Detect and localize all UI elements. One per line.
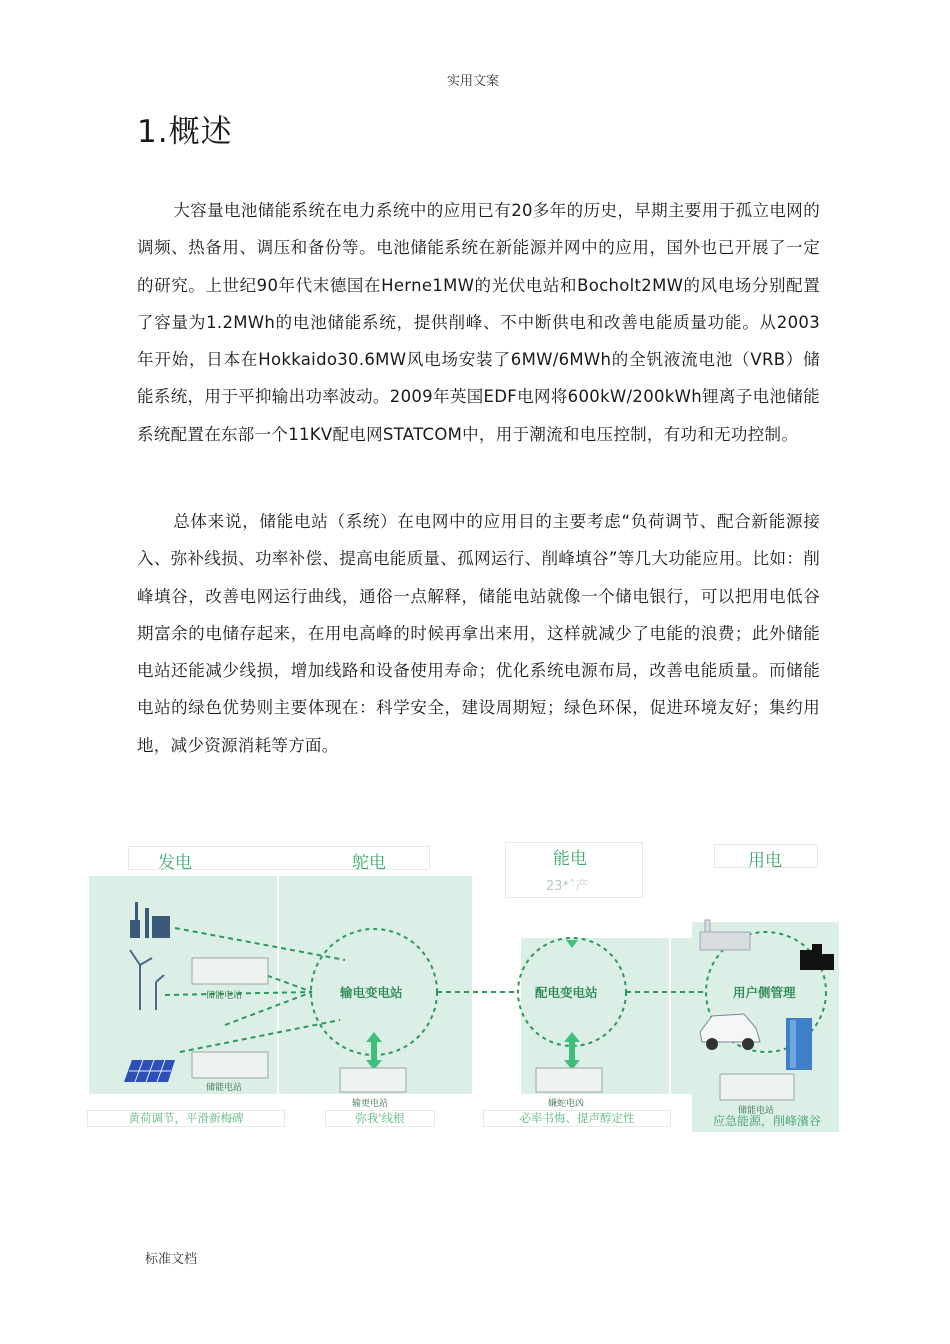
caption-transmission: 弥我'线根 xyxy=(325,1110,435,1127)
caption-distribution: 必率书悔、提声醇定性 xyxy=(483,1110,671,1127)
paragraph-1: 大容量电池储能系统在电力系统中的应用已有20多年的历史，早期主要用于孤立电网的调频、热备用、调压和备份等。电池储能系统在新能源并网中的应用，国外也已开展了一定的研究。上世纪90年代末德国在Herne1MW的光伏电站和Bocholt2MW的风电场分别配置了容量为1.2MWh的电池储能系统，提供削峰、不中断供电和改善电能质量功能。从2003年开始，日本在Hokkaido30.6MW风电场安装了6MW/6MWh的全钒液流电池（VRB）储能系统，用于平抑输出功率波动。2009年英国EDF电网将600kW/200kWh锂离子电池储能系统配置在东部一个11KV配电网STATCOM中，用于潮流和电压控制，有功和无功控制。 xyxy=(137,201,820,444)
page-header: 实用文案 xyxy=(447,74,500,89)
connector-lines xyxy=(165,928,706,1052)
node-distribution-substation: 配电变电站 xyxy=(535,985,598,1000)
car-icon xyxy=(700,1014,760,1050)
device-label: 储能电站 xyxy=(206,1083,243,1093)
device-label: 储能电站 xyxy=(738,1106,775,1116)
wind-turbine-icon xyxy=(130,950,164,1010)
caption-generation: 黄荷调节，平滑新梅碑 xyxy=(87,1110,285,1127)
solar-panel-icon xyxy=(124,1060,175,1082)
label-transmission: 鸵电 xyxy=(352,853,386,873)
device-label: 嫌蛇电凶 xyxy=(548,1099,585,1109)
city-buildings-icon xyxy=(800,944,834,970)
office-building-icon xyxy=(786,1018,812,1070)
label-distribution-sub: 23*ˆ产 xyxy=(546,879,589,894)
device-label: 输更电站 xyxy=(352,1099,389,1109)
energy-storage-diagram xyxy=(0,820,950,1150)
label-generation: 发电 xyxy=(158,853,192,873)
power-plant-icon xyxy=(130,902,170,938)
node-transmission-substation: 输电变电站 xyxy=(340,985,403,1000)
section-title: 1.概述 xyxy=(137,114,233,150)
caption-consumption: 应急能源，削峰濱谷 xyxy=(712,1114,821,1128)
diagram-graphics xyxy=(0,820,950,1150)
device-label: 储能电站 xyxy=(206,991,243,1001)
label-distribution: 能电 xyxy=(553,849,587,869)
factory-icon xyxy=(700,920,750,950)
label-consumption: 用电 xyxy=(748,851,782,871)
page-footer: 标准文档 xyxy=(145,1252,198,1267)
paragraph-2: 总体来说，储能电站（系统）在电网中的应用目的主要考虑“负荷调节、配合新能源接入、弥补线损、功率补偿、提高电能质量、孤网运行、削峰填谷”等几大功能应用。比如：削峰填谷，改善电网运行曲线，通俗一点解释，储能电站就像一个储电银行，可以把用电低谷期富余的电储存起来，在用电高峰的时候再拿出来用，这样就减少了电能的浪费；此外储能电站还能减少线损，增加线路和设备使用寿命；优化系统电源布局，改善电能质量。而储能电站的绿色优势则主要体现在：科学安全，建设周期短；绿色环保，促进环境友好；集约用地，减少资源消耗等方面。 xyxy=(137,512,820,755)
node-user-side-management: 用户侧管理 xyxy=(733,985,796,1000)
